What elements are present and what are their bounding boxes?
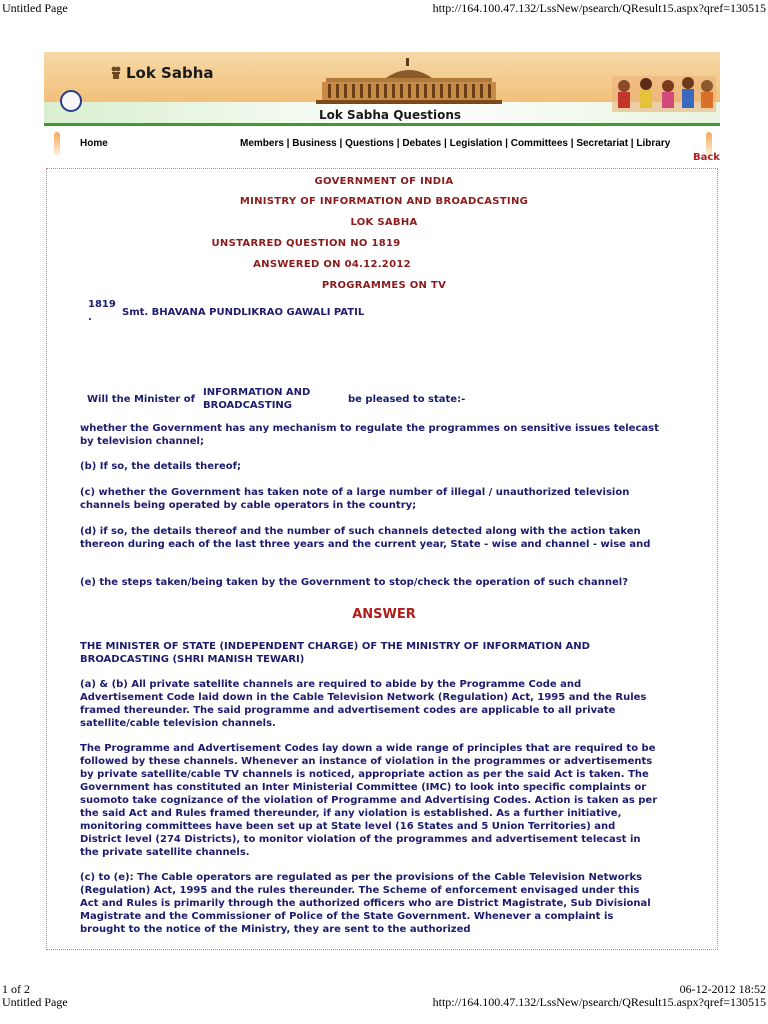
print-page-title-2: Untitled Page <box>2 995 68 1009</box>
question-serial: 1819 <box>88 299 116 310</box>
print-page-title: Untitled Page <box>2 1 68 15</box>
parliament-building-icon <box>316 58 502 104</box>
people-collage-image <box>612 68 716 112</box>
question-number-heading: UNSTARRED QUESTION NO 1819 <box>211 238 401 249</box>
pleased-to-state: be pleased to state:- <box>348 394 466 405</box>
ashoka-chakra-icon <box>60 90 82 112</box>
question-part-b: (b) If so, the details thereof; <box>80 461 241 472</box>
print-url-2: http://164.100.47.132/LssNew/psearch/QResult15.aspx?qref=130515 <box>432 995 766 1009</box>
back-link[interactable]: Back <box>693 152 720 163</box>
left-pillar-decoration <box>54 132 60 156</box>
site-logo[interactable]: Lok Sabha <box>126 64 214 82</box>
national-emblem-icon <box>110 62 122 80</box>
subject-heading: PROGRAMMES ON TV <box>321 280 447 291</box>
print-datetime: 06-12-2012 18:52 <box>679 982 766 996</box>
government-heading: GOVERNMENT OF INDIA <box>314 176 454 187</box>
nav-home-link[interactable]: Home <box>80 138 108 149</box>
print-page-count: 1 of 2 <box>2 982 30 996</box>
lok-sabha-banner <box>44 52 720 126</box>
main-nav-links[interactable]: Members | Business | Questions | Debates | Legislation | Committees | Secretariat | Library <box>240 138 671 149</box>
question-part-e: (e) the steps taken/being taken by the Government to stop/check the operation of such channel? <box>80 577 629 588</box>
question-part-d: (d) if so, the details thereof and the number of such channels detected along with the action taken thereon during each of the last three years and the current year, State - wise and channel - wise and <box>80 526 651 550</box>
ministry-name-line2: BROADCASTING <box>203 400 292 411</box>
ministry-name-line1: INFORMATION AND <box>203 387 311 398</box>
question-part-a: whether the Government has any mechanism to regulate the programmes on sensitive issues telecast by television channel; <box>80 423 659 447</box>
print-url: http://164.100.47.132/LssNew/psearch/QResult15.aspx?qref=130515 <box>432 1 766 15</box>
answer-paragraph-1: (a) & (b) All private satellite channels are required to abide by the Programme Code and Advertisement Code laid down in the Cable Television Network (Regulation) Act, 1995 and the Rules framed thereunder. The said programme and advertisement codes are applicable to all private satellite/cable television channels. <box>80 679 647 729</box>
question-part-c: (c) whether the Government has taken note of a large number of illegal / unauthorized television channels being operated by cable operators in the country; <box>80 487 630 511</box>
answer-paragraph-2: The Programme and Advertisement Codes lay down a wide range of principles that are required to be followed by these channels. Whenever an instance of violation in the programmes or advertisements by private satellite/cable TV channels is noticed, appropriate action as per the said Act is taken. The Government has constituted an Inter Ministerial Committee (IMC) to look into specific complaints or suomoto take cognizance of the violation of Programme and Advertising Codes. Action is taken as per the said Act and Rules framed thereunder, if any violation is established. As a further initiative, monitoring committees have been set up at State level (16 States and 5 Union Territories) and District level (274 Districts), to monitor violation of the programmes and advertisement telecast in the private satellite channels. <box>80 743 658 858</box>
answer-minister: THE MINISTER OF STATE (INDEPENDENT CHARGE) OF THE MINISTRY OF INFORMATION AND BROADCASTING (SHRI MANISH TEWARI) <box>80 641 590 665</box>
answer-paragraph-3: (c) to (e): The Cable operators are regulated as per the provisions of the Cable Television Networks (Regulation) Act, 1995 and the rules thereunder. The Scheme of enforcement envisaged under this Act and Rules is primarily through the authorized officers who are District Magistrate, Sub Divisional Magistrate and the Commissioner of Police of the State Government. Whenever a complaint is brought to the notice of the Ministry, they are sent to the authorized <box>80 872 651 935</box>
member-name: Smt. BHAVANA PUNDLIKRAO GAWALI PATIL <box>122 307 365 318</box>
question-serial-dot: . <box>88 312 92 323</box>
banner-title: Lok Sabha Questions <box>319 108 462 122</box>
will-the-minister: Will the Minister of <box>87 394 196 405</box>
answered-on-heading: ANSWERED ON 04.12.2012 <box>253 259 411 270</box>
answer-heading: ANSWER <box>352 607 416 622</box>
house-heading: LOK SABHA <box>350 217 418 228</box>
ministry-heading: MINISTRY OF INFORMATION AND BROADCASTING <box>239 196 529 207</box>
